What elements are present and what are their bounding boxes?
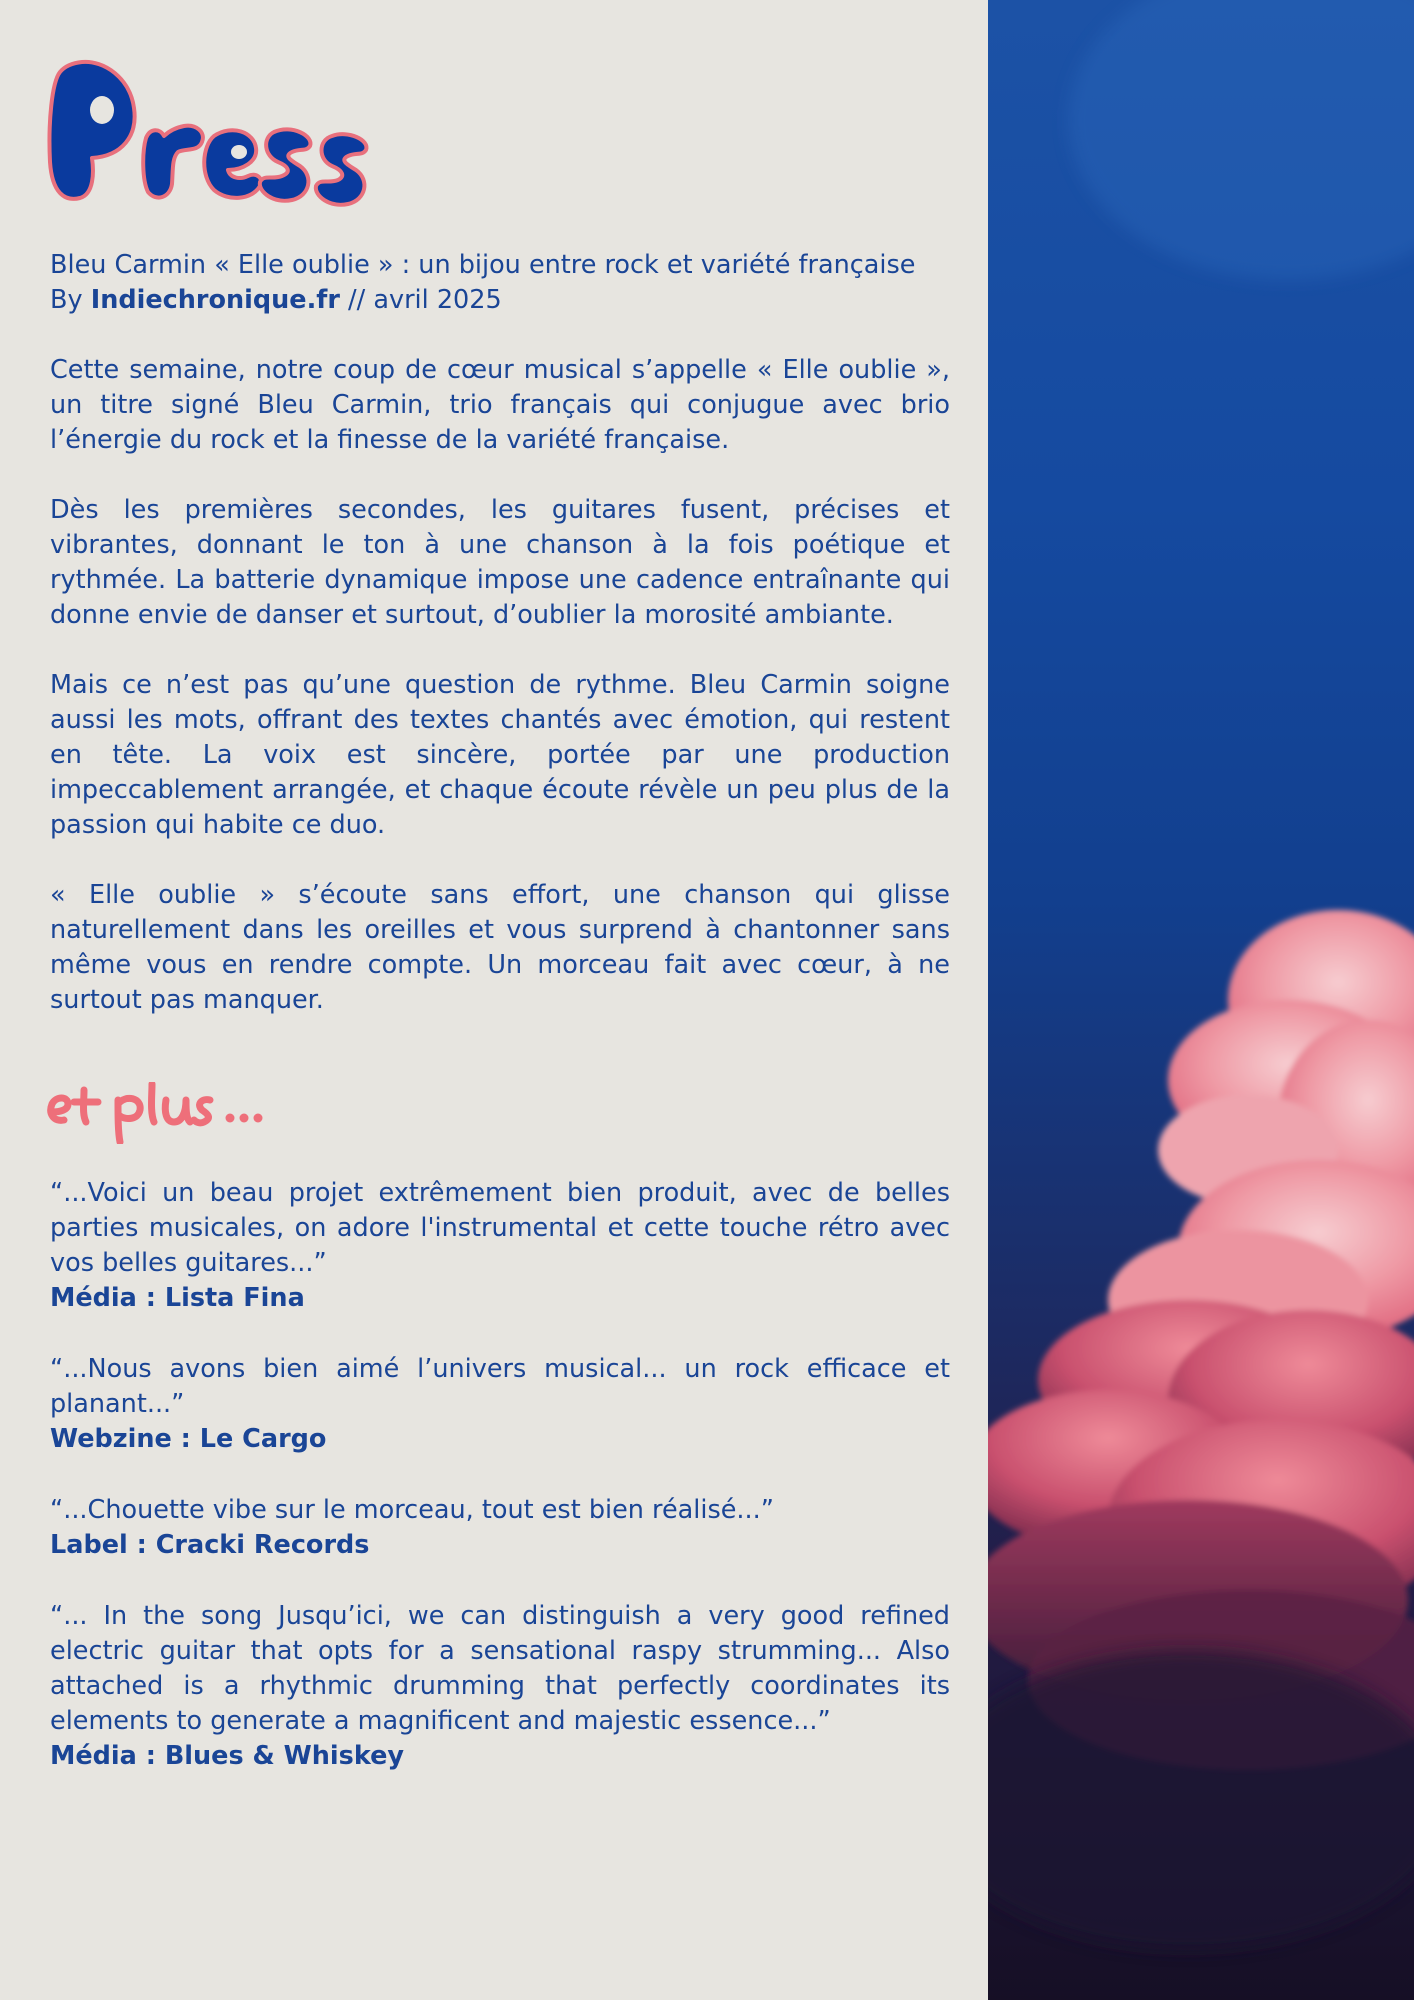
cloud-illustration — [988, 0, 1414, 2000]
quote-text: “...Nous avons bien aimé l’univers musical... un rock efficace et planant...” — [50, 1354, 950, 1419]
quote-text: “...Chouette vibe sur le morceau, tout est bien réalisé...” — [50, 1495, 774, 1525]
quote-source: Média : Blues & Whiskey — [50, 1741, 405, 1771]
press-logo — [42, 52, 382, 222]
quote-source: Média : Lista Fina — [50, 1283, 305, 1313]
byline-source[interactable]: Indiechronique.fr — [90, 285, 340, 315]
more-title-lettering — [46, 1082, 276, 1144]
press-quotes — [50, 1176, 950, 1774]
quote-source: Webzine : Le Cargo — [50, 1424, 327, 1454]
byline-date: // avril 2025 — [339, 285, 502, 315]
article-paragraph: « Elle oublie » s’écoute sans effort, une chanson qui glisse naturellement dans les oreilles et vous surprend à chantonner sans même vous en rendre compte. Un morceau fait avec cœur, à ne surtout pas manquer. — [50, 880, 950, 1015]
article-paragraph: Dès les premières secondes, les guitares fusent, précises et vibrantes, donnant le ton à une chanson à la fois poétique et rythmée. La batterie dynamique impose une cadence entraînante qui donne envie de danser et surtout, d’oublier la morosité ambiante. — [50, 495, 950, 630]
article-headline: Bleu Carmin « Elle oublie » : un bijou entre rock et variété française — [50, 250, 916, 280]
article-byline — [50, 283, 950, 318]
article-paragraph: Cette semaine, notre coup de cœur musical s’appelle « Elle oublie », un titre signé Bleu Carmin, trio français qui conjugue avec brio l’énergie du rock et la finesse de la variété française. — [50, 355, 950, 455]
more-title — [46, 1082, 276, 1144]
byline-prefix: By — [50, 285, 91, 315]
article — [50, 248, 950, 1018]
article-paragraph: Mais ce n’est pas qu’une question de rythme. Bleu Carmin soigne aussi les mots, offrant des textes chantés avec émotion, qui restent en tête. La voix est sincère, portée par une production impeccablement arrangée, et chaque écoute révèle un peu plus de la passion qui habite ce duo. — [50, 670, 950, 840]
press-logo-icon — [42, 52, 382, 222]
quote-text: “...Voici un beau projet extrêmement bien produit, avec de belles parties musicales, on adore l'instrumental et cette touche rétro avec vos belles guitares...” — [50, 1178, 950, 1278]
quote-source: Label : Cracki Records — [50, 1530, 370, 1560]
sky-clouds-photo — [988, 0, 1414, 2000]
quote-text: “... In the song Jusqu’ici, we can distinguish a very good refined electric guitar that opts for a sensational raspy strumming... Also attached is a rhythmic drumming that perfectly coordinates its elements to generate a magnificent and majestic essence...” — [50, 1601, 950, 1736]
